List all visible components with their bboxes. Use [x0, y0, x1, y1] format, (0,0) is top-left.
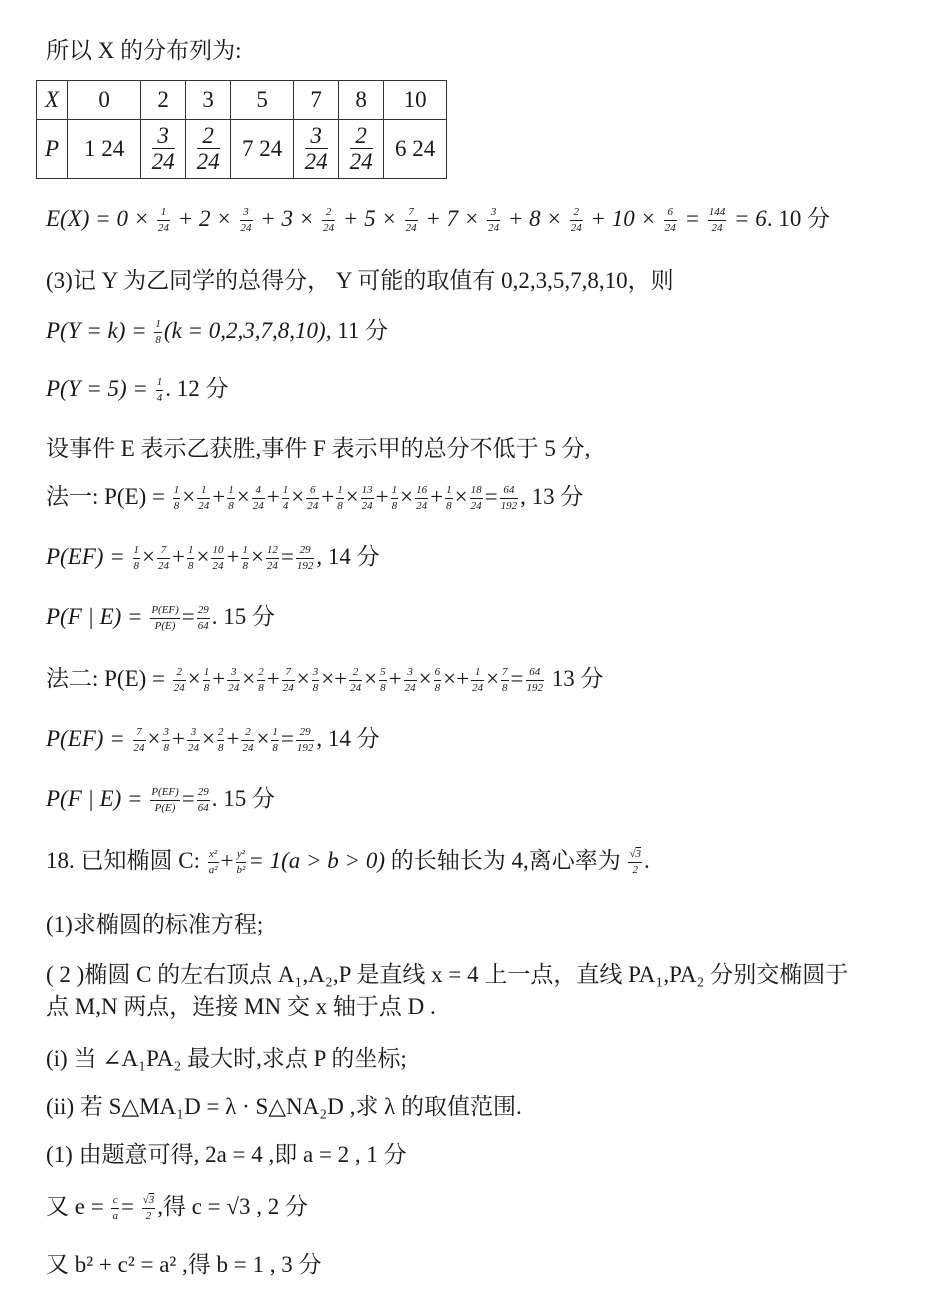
method2-pef-line: P(EF) = $\frac{7}{24}$ × $\frac{3}{8}$ + $\frac{3}{24}$ × $\frac{2}{8}$ + $\frac{2}{24}$ × $\frac{1}{8}$ = $\frac{29}{192}$ , 14 分 — [46, 726, 380, 755]
frac-den: 8 — [228, 500, 234, 513]
frac-num: 1 — [173, 485, 181, 499]
frac-num: 12 — [266, 545, 279, 559]
fraction — [252, 485, 265, 512]
score-label: . 15 分 — [211, 604, 276, 629]
frac-den: 8 — [258, 682, 264, 695]
frac-num: 2 — [173, 667, 186, 681]
p-num: 2 — [197, 123, 220, 149]
fraction — [361, 485, 374, 512]
frac-num: 29 — [296, 727, 315, 741]
score-label: , 14 分 — [316, 544, 380, 569]
frac-den: 8 — [217, 742, 224, 755]
frac-den: 8 — [187, 560, 194, 573]
frac-den: 8 — [272, 742, 278, 755]
fraction — [154, 319, 162, 346]
ex-eq: = — [684, 206, 701, 231]
frac-den: 24 — [240, 222, 252, 235]
q18-part2-b: 点 M,N 两点，连接 MN 交 x 轴于点 D . — [46, 994, 436, 1019]
frac-num: 1 — [391, 485, 399, 499]
frac-num: y² — [236, 849, 247, 863]
frac-num: √3 — [142, 1195, 156, 1209]
frac-num: 6 — [664, 207, 677, 221]
frac-den: 24 — [711, 222, 723, 235]
fraction — [391, 485, 399, 512]
frac-num: 3 — [312, 667, 320, 681]
frac-num: 1 — [471, 667, 484, 681]
ex-term: + 8 × — [507, 206, 562, 231]
frac-den: 24 — [242, 742, 254, 755]
fraction — [306, 485, 319, 512]
p-header: P — [37, 120, 68, 179]
frac-num: P(EF) — [150, 787, 179, 801]
frac-num: 4 — [252, 485, 265, 499]
fraction — [708, 207, 727, 234]
ex-result: = 6 — [734, 206, 767, 231]
fraction — [173, 667, 186, 694]
fraction — [501, 667, 509, 694]
fraction — [111, 1195, 119, 1222]
sol2-eq: = — [120, 1194, 134, 1219]
fraction — [445, 485, 453, 512]
fraction — [150, 787, 179, 814]
frac-num: 3 — [162, 727, 170, 741]
fraction — [257, 667, 265, 694]
frac-den: 24 — [307, 500, 319, 513]
fraction — [271, 727, 279, 754]
m2-pef-label: P(EF) = — [46, 726, 125, 751]
q18-eq: = 1(a > b > 0) — [248, 848, 385, 873]
frac-den: 24 — [133, 742, 145, 755]
ex-term: + 3 × — [260, 206, 315, 231]
method1-cond-line: P(F | E) = $\frac{P(EF)}{P(E)}$ = $\frac{29}{64}$ . 15 分 — [46, 604, 276, 633]
m2-pe-label: 法二: P(E) = — [46, 666, 166, 691]
frac-num: 1 — [227, 485, 235, 499]
frac-den: 192 — [526, 682, 544, 695]
frac-num: 6 — [306, 485, 319, 499]
fraction — [628, 849, 642, 876]
frac-num: 2 — [257, 667, 265, 681]
ex-term: + 2 × — [177, 206, 232, 231]
fraction — [157, 545, 170, 572]
py-k-line — [46, 312, 388, 346]
frac-num: 3 — [487, 207, 500, 221]
frac-num: 7 — [501, 667, 509, 681]
fraction — [282, 485, 290, 512]
p-num: 3 — [305, 123, 328, 149]
py-5-line — [46, 370, 228, 404]
fraction — [526, 667, 545, 694]
fraction — [133, 727, 146, 754]
fraction — [296, 727, 315, 754]
score-label: . 10 分 — [766, 206, 831, 231]
frac-den: 24 — [173, 682, 185, 695]
frac-num: 7 — [133, 727, 146, 741]
x-header: X — [37, 81, 68, 120]
solution-step1: (1) 由题意可得, 2a = 4 ,即 a = 2 , 1 分 — [46, 1142, 407, 1167]
fraction — [296, 545, 315, 572]
frac-den: 24 — [157, 222, 169, 235]
distribution-table — [36, 80, 447, 179]
x-cell: 10 — [384, 81, 447, 120]
fraction — [379, 667, 387, 694]
frac-num: P(EF) — [150, 605, 179, 619]
p-row — [37, 120, 447, 179]
q18-post: 的长轴长为 4,离心率为 — [384, 848, 621, 873]
frac-num: 29 — [197, 787, 210, 801]
fraction — [415, 485, 428, 512]
frac-den: 24 — [472, 682, 484, 695]
fraction — [322, 207, 335, 234]
frac-den: 24 — [664, 222, 676, 235]
p-cell: 1 24 — [68, 120, 141, 179]
frac-den: 8 — [312, 682, 319, 695]
frac-den: 24 — [228, 682, 240, 695]
frac-num: 3 — [404, 667, 417, 681]
frac-den: 24 — [252, 500, 264, 513]
fraction — [349, 667, 362, 694]
frac-den: 24 — [470, 500, 482, 513]
p-den: 24 — [304, 149, 328, 175]
ex-term: + 5 × — [342, 206, 397, 231]
frac-num: 2 — [241, 727, 254, 741]
frac-den: 24 — [570, 222, 582, 235]
frac-num: 16 — [415, 485, 428, 499]
fraction — [217, 727, 225, 754]
frac-num: x² — [208, 849, 219, 863]
frac-den: a — [112, 1210, 118, 1223]
frac-num: 1 — [154, 319, 162, 333]
frac-num: c — [111, 1195, 119, 1209]
frac-den: 24 — [350, 682, 362, 695]
fraction — [570, 207, 583, 234]
fraction — [211, 545, 224, 572]
frac-num: 29 — [197, 605, 210, 619]
fraction — [150, 605, 179, 632]
frac-num: 3 — [240, 207, 253, 221]
p-den: 24 — [349, 149, 373, 175]
fraction — [470, 485, 483, 512]
events-text: 设事件 E 表示乙获胜,事件 F 表示甲的总分不低于 5 分, — [46, 436, 591, 461]
frac-den: 24 — [282, 682, 294, 695]
frac-num: 7 — [405, 207, 418, 221]
score-label: , 13 分 — [520, 484, 584, 509]
frac-num: 2 — [322, 207, 335, 221]
frac-den: 64 — [197, 620, 209, 633]
frac-num: 3 — [227, 667, 240, 681]
method2-pe-line: 法二: P(E) = $\frac{2}{24}$ × $\frac{1}{8}$ + $\frac{3}{24}$ × $\frac{2}{8}$ + $\frac{7}{24}$ × $\frac{3}{8}$ ×+ $\frac{2}{24}$ × $\frac{5}{8}$ + $\frac{3}{24}$ × $\frac{6}{8}$ ×+ $\frac{1}{24}$ × $\frac{7}{8}$ = $\frac{64}{192}$ 13 分 — [46, 666, 604, 695]
ex-term: + 10 × — [590, 206, 656, 231]
x-cell: 0 — [68, 81, 141, 120]
frac-num: 7 — [282, 667, 295, 681]
frac-num: 3 — [187, 727, 200, 741]
frac-den: 8 — [242, 560, 248, 573]
frac-num: 29 — [296, 545, 315, 559]
frac-den: 192 — [500, 500, 518, 513]
fraction — [336, 485, 344, 512]
frac-num: 2 — [217, 727, 225, 741]
frac-den: 24 — [416, 500, 428, 513]
x-row — [37, 81, 447, 120]
fraction — [434, 667, 442, 694]
p-num: 2 — [350, 123, 373, 149]
frac-num: 1 — [133, 545, 141, 559]
fraction — [197, 787, 210, 814]
q18-part-i: (i) 当 ∠A₁PA₂ 最大时,求点 P 的坐标; — [46, 1046, 407, 1071]
frac-num: 10 — [211, 545, 224, 559]
fraction — [133, 545, 141, 572]
fraction — [405, 207, 418, 234]
frac-num: 2 — [570, 207, 583, 221]
frac-num: 18 — [470, 485, 483, 499]
score-label: , 14 分 — [316, 726, 380, 751]
frac-den: 8 — [434, 682, 441, 695]
frac-den: 24 — [323, 222, 335, 235]
fraction — [173, 485, 181, 512]
fraction — [241, 545, 249, 572]
frac-den: 192 — [296, 560, 314, 573]
method1-pef-line: P(EF) = $\frac{1}{8}$ × $\frac{7}{24}$ + $\frac{1}{8}$ × $\frac{10}{24}$ + $\frac{1}{8}$ × $\frac{12}{24}$ = $\frac{29}{192}$ , 14 分 — [46, 544, 380, 573]
fraction — [240, 207, 253, 234]
p-den: 24 — [196, 149, 220, 175]
m1-pe-label: 法一: P(E) = — [46, 484, 166, 509]
frac-num: 1 — [336, 485, 344, 499]
frac-num: 13 — [361, 485, 374, 499]
frac-den: a² — [208, 864, 218, 877]
q18-part2-a: ( 2 )椭圆 C 的左右顶点 A₁,A₂,P 是直线 x = 4 上一点，直线 PA₁,PA₂ 分别交椭圆于 — [46, 962, 849, 987]
frac-den: 24 — [157, 560, 169, 573]
x-cell: 7 — [294, 81, 339, 120]
frac-num: 1 — [282, 485, 290, 499]
m1-pef-label: P(EF) = — [46, 544, 125, 569]
frac-den: 8 — [173, 500, 180, 513]
x-cell: 5 — [231, 81, 294, 120]
p-cell — [294, 120, 339, 179]
sol2-post: ,得 c = √3 , 2 分 — [157, 1194, 309, 1219]
ex-term: + 7 × — [425, 206, 480, 231]
frac-den: 8 — [163, 742, 169, 755]
frac-den: 24 — [212, 560, 224, 573]
frac-den: 24 — [404, 682, 416, 695]
fraction — [471, 667, 484, 694]
method2-cond-line: P(F | E) = $\frac{P(EF)}{P(E)}$ = $\frac{29}{64}$ . 15 分 — [46, 786, 276, 815]
p-num: 3 — [152, 123, 175, 149]
frac-den: 8 — [133, 560, 139, 573]
fraction — [187, 545, 195, 572]
expectation-line — [46, 200, 830, 234]
frac-num: 1 — [271, 727, 279, 741]
p-cell: 6 24 — [384, 120, 447, 179]
frac-den: P(E) — [154, 802, 176, 815]
frac-num: 64 — [526, 667, 545, 681]
frac-den: 64 — [197, 802, 209, 815]
py-5-lhs: P(Y = 5) = — [46, 376, 148, 401]
fraction — [156, 377, 164, 404]
fraction — [208, 849, 219, 876]
frac-den: P(E) — [154, 620, 176, 633]
frac-den: 4 — [282, 500, 289, 513]
frac-den: 2 — [145, 1210, 152, 1223]
fraction — [227, 667, 240, 694]
frac-num: 1 — [445, 485, 453, 499]
solution-step2 — [46, 1188, 308, 1222]
frac-den: 24 — [361, 500, 373, 513]
frac-den: 4 — [156, 392, 163, 405]
p-cell — [339, 120, 384, 179]
fraction — [236, 849, 247, 876]
fraction — [500, 485, 519, 512]
frac-den: 24 — [266, 560, 278, 573]
frac-num: 1 — [197, 485, 210, 499]
p-cell — [141, 120, 186, 179]
fraction — [241, 727, 254, 754]
m1-cond-label: P(F | E) = — [46, 604, 143, 629]
fraction — [142, 1195, 156, 1222]
frac-den: 8 — [446, 500, 452, 513]
ex-lhs: E(X) = 0 × — [46, 206, 150, 231]
score-label: . 12 分 — [165, 376, 229, 401]
frac-den: 24 — [187, 742, 199, 755]
frac-num: 144 — [708, 207, 727, 221]
frac-den: b² — [236, 864, 246, 877]
frac-den: 8 — [391, 500, 398, 513]
m2-cond-label: P(F | E) = — [46, 786, 143, 811]
frac-den: 8 — [380, 682, 386, 695]
frac-den: 24 — [405, 222, 417, 235]
frac-num: 6 — [434, 667, 442, 681]
fraction — [487, 207, 500, 234]
frac-den: 24 — [488, 222, 500, 235]
score-label: . 15 分 — [211, 786, 276, 811]
fraction — [203, 667, 211, 694]
fraction — [187, 727, 200, 754]
sol2-pre: 又 e = — [46, 1194, 104, 1219]
frac-num: √3 — [628, 849, 642, 863]
p-den: 24 — [151, 149, 175, 175]
frac-den: 8 — [155, 334, 161, 347]
frac-den: 8 — [502, 682, 508, 695]
question18-line: 18. 已知椭圆 C: $\frac{\text{x²}}{\text{a²}}$ + $\frac{\text{y²}}{\text{b²}}$ = 1(a > b > 0) 的长轴长为 4,离心率为 $\frac{√3}{2}$ . — [46, 848, 650, 877]
q18-part1: (1)求椭圆的标准方程; — [46, 912, 264, 937]
fraction — [664, 207, 677, 234]
fraction — [312, 667, 320, 694]
py-k-lhs: P(Y = k) = — [46, 318, 147, 343]
q18-part-ii: (ii) 若 S△MA₁D = λ · S△NA₂D ,求 λ 的取值范围. — [46, 1094, 522, 1119]
frac-num: 1 — [241, 545, 249, 559]
method1-pe-line: 法一: P(E) = $\frac{1}{8}$ × $\frac{1}{24}$ + $\frac{1}{8}$ × $\frac{4}{24}$ + $\frac{1}{4}$ × $\frac{6}{24}$ + $\frac{1}{8}$ × $\frac{13}{24}$ + $\frac{1}{8}$ × $\frac{16}{24}$ + $\frac{1}{8}$ × $\frac{18}{24}$ = $\frac{64}{192}$ , 13 分 — [46, 484, 584, 513]
intro-text: 所以 X 的分布列为: — [46, 38, 242, 63]
frac-den: 8 — [203, 682, 210, 695]
x-cell: 2 — [141, 81, 186, 120]
frac-num: 2 — [349, 667, 362, 681]
solution-step3: 又 b² + c² = a² ,得 b = 1 , 3 分 — [46, 1252, 322, 1277]
x-cell: 3 — [186, 81, 231, 120]
frac-num: 7 — [157, 545, 170, 559]
frac-num: 1 — [187, 545, 195, 559]
fraction — [197, 485, 210, 512]
q18-end: . — [644, 848, 650, 873]
py-k-rest: (k = 0,2,3,7,8,10), — [163, 318, 332, 343]
p-cell — [186, 120, 231, 179]
frac-den: 192 — [296, 742, 314, 755]
part3-text: (3)记 Y 为乙同学的总得分， Y 可能的取值有 0,2,3,5,7,8,10，则 — [46, 268, 674, 293]
fraction — [227, 485, 235, 512]
frac-num: 1 — [157, 207, 170, 221]
q18-pre: 18. 已知椭圆 C: — [46, 848, 200, 873]
frac-den: 24 — [198, 500, 210, 513]
frac-num: 64 — [500, 485, 519, 499]
frac-num: 5 — [379, 667, 387, 681]
x-cell: 8 — [339, 81, 384, 120]
fraction — [157, 207, 170, 234]
fraction — [282, 667, 295, 694]
p-cell: 7 24 — [231, 120, 294, 179]
score-label: 13 分 — [546, 666, 604, 691]
frac-den: 8 — [337, 500, 343, 513]
score-label: 11 分 — [331, 318, 389, 343]
frac-num: 1 — [156, 377, 164, 391]
frac-num: 1 — [203, 667, 211, 681]
fraction — [266, 545, 279, 572]
frac-den: 2 — [632, 864, 638, 877]
fraction — [404, 667, 417, 694]
fraction — [162, 727, 170, 754]
fraction — [197, 605, 210, 632]
